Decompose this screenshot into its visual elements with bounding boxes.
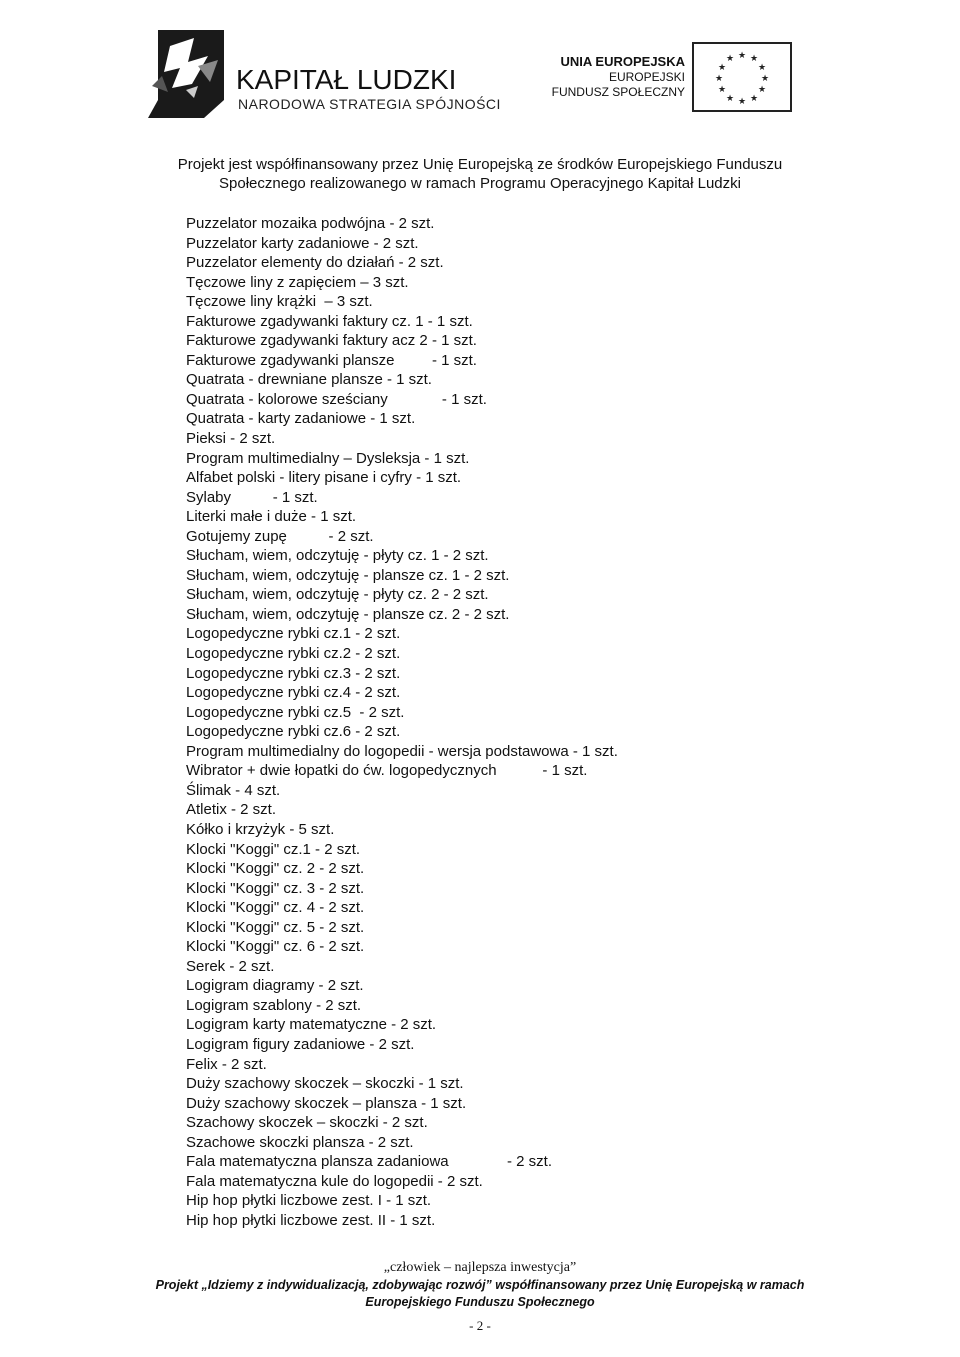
list-item: Serek - 2 szt. — [186, 957, 275, 975]
list-item: Duży szachowy skoczek – plansza - 1 szt. — [186, 1094, 467, 1112]
list-item: Quatrata - kolorowe sześciany - 1 szt. — [186, 390, 487, 408]
list-item: Program multimedialny – Dysleksja - 1 szt. — [186, 449, 470, 467]
list-item: Logopedyczne rybki cz.6 - 2 szt. — [186, 723, 401, 741]
list-item: Wibrator + dwie łopatki do ćw. logopedycznych - 1 szt. — [186, 762, 588, 780]
svg-text:★: ★ — [749, 94, 759, 104]
kapital-ludzki-logo — [148, 26, 501, 122]
page-header — [0, 0, 960, 192]
svg-text:★: ★ — [749, 54, 759, 64]
list-item: Sylaby - 1 szt. — [186, 488, 318, 506]
list-item: Logigram figury zadaniowe - 2 szt. — [186, 1035, 415, 1053]
list-item: Logigram diagramy - 2 szt. — [186, 977, 364, 995]
footer-project-info — [0, 1277, 960, 1311]
footer-project-line-2: Europejskiego Funduszu Społecznego — [365, 1295, 595, 1309]
list-item: Logigram szablony - 2 szt. — [186, 996, 362, 1014]
list-item: Hip hop płytki liczbowe zest. I - 1 szt. — [186, 1192, 432, 1210]
list-item: Szachowe skoczki plansza - 2 szt. — [186, 1133, 414, 1151]
eu-flag — [692, 42, 792, 112]
list-item: Fakturowe zgadywanki faktury cz. 1 - 1 szt. — [186, 312, 473, 330]
list-item: Klocki "Koggi" cz. 5 - 2 szt. — [186, 918, 365, 936]
list-item: Pieksi - 2 szt. — [186, 430, 276, 448]
list-item: Puzzelator mozaika podwójna - 2 szt. — [186, 215, 435, 232]
list-item: Fakturowe zgadywanki plansze - 1 szt. — [186, 351, 477, 369]
list-item: Logopedyczne rybki cz.4 - 2 szt. — [186, 684, 401, 702]
list-item: Słucham, wiem, odczytuję - plansze cz. 2 - 2 szt. — [186, 605, 510, 623]
svg-text:★: ★ — [717, 85, 727, 95]
kapital-ludzki-emblem-icon — [148, 26, 230, 122]
footer-quote: „człowiek – najlepsza inwestycja” — [383, 1260, 577, 1275]
svg-text:★: ★ — [737, 97, 747, 107]
footer-project-line-1: Projekt „Idziemy z indywidualizacją, zdobywając rozwój” współfinansowany przez Unię Europejską w ramach — [155, 1278, 805, 1292]
svg-text:★: ★ — [725, 94, 735, 104]
list-item: Klocki "Koggi" cz. 3 - 2 szt. — [186, 879, 365, 897]
list-item: Hip hop płytki liczbowe zest. II - 1 szt. — [186, 1211, 436, 1229]
project-funding-line-1: Projekt jest współfinansowany przez Unię Europejską ze środków Europejskiego Funduszu — [177, 156, 783, 173]
list-item: Quatrata - drewniane plansze - 1 szt. — [186, 371, 432, 389]
list-item: Słucham, wiem, odczytuję - płyty cz. 2 - 2 szt. — [186, 586, 489, 604]
list-item: Quatrata - karty zadaniowe - 1 szt. — [186, 410, 416, 428]
eu-logo-text — [540, 54, 685, 100]
list-item: Słucham, wiem, odczytuję - płyty cz. 1 - 2 szt. — [186, 547, 489, 565]
list-item: Logigram karty matematyczne - 2 szt. — [186, 1016, 437, 1034]
list-item: Logopedyczne rybki cz.1 - 2 szt. — [186, 625, 401, 643]
eu-logo-line3: FUNDUSZ SPOŁECZNY — [551, 85, 685, 99]
kapital-ludzki-subtitle: NARODOWA STRATEGIA SPÓJNOŚCI — [238, 96, 501, 112]
list-item: Kółko i krzyżyk - 5 szt. — [186, 820, 335, 838]
list-item: Logopedyczne rybki cz.3 - 2 szt. — [186, 664, 401, 682]
list-item: Fala matematyczna kule do logopedii - 2 szt. — [186, 1172, 483, 1190]
eu-logo-line2: EUROPEJSKI — [608, 70, 685, 84]
kapital-ludzki-title: KAPITAŁ LUDZKI — [236, 64, 457, 95]
list-item: Fakturowe zgadywanki faktury acz 2 - 1 szt. — [186, 332, 477, 350]
eu-logo-line1: UNIA EUROPEJSKA — [560, 54, 685, 69]
list-item: Ślimak - 4 szt. — [186, 781, 281, 799]
list-item: Tęczowe liny krążki – 3 szt. — [186, 293, 373, 311]
svg-text:★: ★ — [725, 54, 735, 64]
list-item: Klocki "Koggi" cz. 4 - 2 szt. — [186, 899, 365, 917]
list-item: Klocki "Koggi" cz.1 - 2 szt. — [186, 840, 361, 858]
list-item: Atletix - 2 szt. — [186, 801, 277, 819]
svg-text:★: ★ — [737, 51, 747, 61]
list-item: Literki małe i duże - 1 szt. — [186, 508, 357, 526]
list-item: Program multimedialny do logopedii - wersja podstawowa - 1 szt. — [186, 742, 618, 760]
list-item: Słucham, wiem, odczytuję - plansze cz. 1 - 2 szt. — [186, 566, 510, 584]
list-item: Logopedyczne rybki cz.2 - 2 szt. — [186, 645, 401, 663]
svg-text:★: ★ — [717, 63, 727, 73]
list-item: Puzzelator karty zadaniowe - 2 szt. — [186, 234, 419, 252]
list-item: Felix - 2 szt. — [186, 1055, 267, 1073]
list-item: Puzzelator elementy do działań - 2 szt. — [186, 254, 444, 272]
list-item: Duży szachowy skoczek – skoczki - 1 szt. — [186, 1075, 464, 1093]
page-number: - 2 - — [469, 1318, 491, 1333]
list-item: Gotujemy zupę - 2 szt. — [186, 527, 374, 545]
list-item: Szachowy skoczek – skoczki - 2 szt. — [186, 1114, 428, 1132]
list-item: Klocki "Koggi" cz. 2 - 2 szt. — [186, 860, 365, 878]
list-item: Alfabet polski - litery pisane i cyfry - 1 szt. — [186, 469, 462, 487]
eu-logo — [540, 40, 798, 116]
svg-text:★: ★ — [757, 63, 767, 73]
svg-text:★: ★ — [760, 74, 770, 84]
list-item: Klocki "Koggi" cz. 6 - 2 szt. — [186, 938, 365, 956]
svg-text:★: ★ — [757, 85, 767, 95]
list-item: Logopedyczne rybki cz.5 - 2 szt. — [186, 703, 405, 721]
item-list — [186, 214, 886, 1230]
list-item: Fala matematyczna plansza zadaniowa - 2 szt. — [186, 1153, 552, 1171]
svg-text:★: ★ — [714, 74, 724, 84]
project-funding-line-2: Społecznego realizowanego w ramach Programu Operacyjnego Kapitał Ludzki — [219, 175, 741, 192]
list-item: Tęczowe liny z zapięciem – 3 szt. — [186, 273, 409, 291]
eu-stars-icon — [694, 44, 790, 110]
